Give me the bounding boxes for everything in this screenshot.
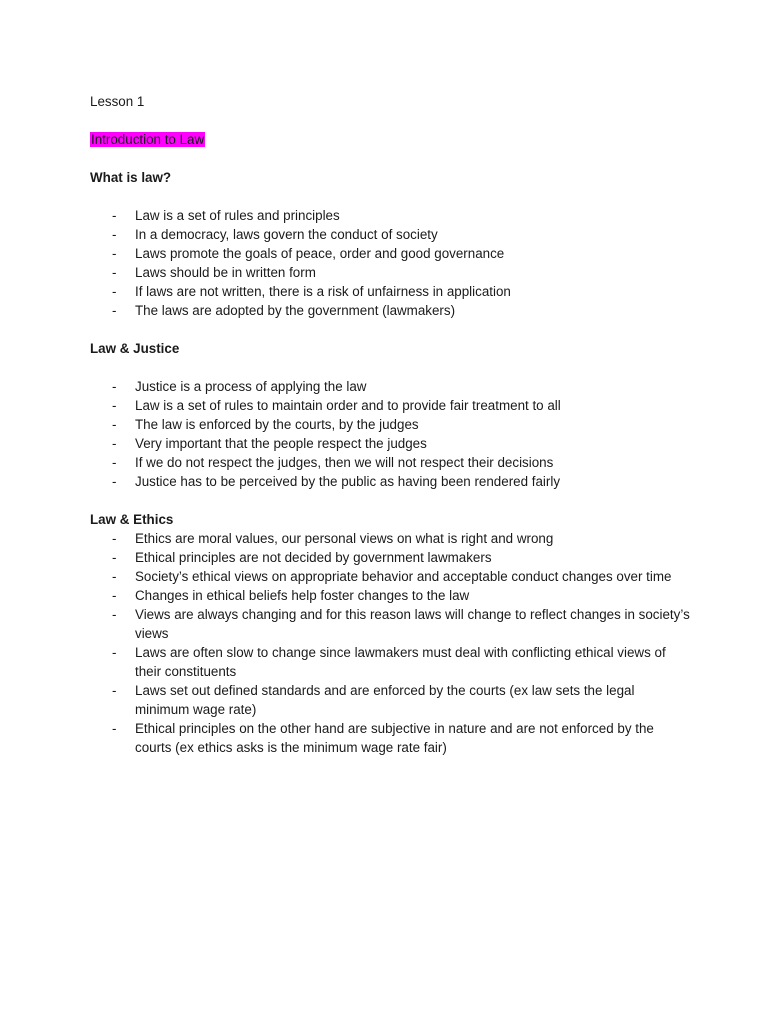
list-item	[90, 681, 690, 719]
spacer	[90, 187, 690, 206]
bullet-list-law-and-justice	[90, 377, 690, 491]
list-item	[90, 719, 690, 757]
spacer	[90, 111, 690, 130]
list-item-text: Ethical principles are not decided by government lawmakers	[135, 550, 492, 565]
bullet-list-law-and-ethics	[90, 529, 690, 757]
list-item-text: Society’s ethical views on appropriate behavior and acceptable conduct changes over time	[135, 569, 672, 584]
list-item-text: Justice is a process of applying the law	[135, 379, 367, 394]
bullet-dash: -	[112, 531, 117, 546]
bullet-list-what-is-law	[90, 206, 690, 320]
bullet-dash: -	[112, 417, 117, 432]
bullet-dash: -	[112, 607, 117, 622]
bullet-dash: -	[112, 436, 117, 451]
list-item	[90, 434, 690, 453]
list-item	[90, 548, 690, 567]
list-item-text: If we do not respect the judges, then we will not respect their decisions	[135, 455, 554, 470]
section-heading-law-and-ethics: Law & Ethics	[90, 512, 174, 527]
bullet-dash: -	[112, 588, 117, 603]
document-title	[90, 130, 690, 149]
list-item-text: Laws should be in written form	[135, 265, 316, 280]
list-item	[90, 396, 690, 415]
bullet-dash: -	[112, 474, 117, 489]
list-item-text: If laws are not written, there is a risk of unfairness in application	[135, 284, 511, 299]
list-item	[90, 244, 690, 263]
bullet-dash: -	[112, 379, 117, 394]
list-item-text: Laws set out defined standards and are enforced by the courts (ex law sets the legal minimum wage rate)	[135, 683, 635, 717]
bullet-dash: -	[112, 284, 117, 299]
list-item-text: Justice has to be perceived by the public as having been rendered fairly	[135, 474, 561, 489]
lesson-label: Lesson 1	[90, 94, 145, 109]
highlighted-title: Introduction to Law	[91, 132, 205, 147]
bullet-dash: -	[112, 455, 117, 470]
bullet-dash: -	[112, 645, 117, 660]
list-item	[90, 415, 690, 434]
list-item-text: Views are always changing and for this reason laws will change to reflect changes in society’s views	[135, 607, 690, 641]
document-body	[90, 92, 690, 757]
spacer	[90, 491, 690, 510]
spacer	[90, 149, 690, 168]
list-item-text: Changes in ethical beliefs help foster changes to the law	[135, 588, 470, 603]
list-item-text: Laws are often slow to change since lawmakers must deal with conflicting ethical views of their constituents	[135, 645, 666, 679]
list-item	[90, 301, 690, 320]
list-item-text: In a democracy, laws govern the conduct of society	[135, 227, 438, 242]
bullet-dash: -	[112, 721, 117, 736]
list-item-text: Laws promote the goals of peace, order and good governance	[135, 246, 505, 261]
list-item-text: The laws are adopted by the government (lawmakers)	[135, 303, 456, 318]
list-item-text: Very important that the people respect the judges	[135, 436, 427, 451]
bullet-dash: -	[112, 227, 117, 242]
list-item	[90, 643, 690, 681]
list-item	[90, 282, 690, 301]
list-item	[90, 263, 690, 282]
list-item-text: Ethics are moral values, our personal views on what is right and wrong	[135, 531, 554, 546]
bullet-dash: -	[112, 683, 117, 698]
list-item	[90, 206, 690, 225]
list-item	[90, 605, 690, 643]
spacer	[90, 320, 690, 339]
list-item	[90, 586, 690, 605]
list-item	[90, 225, 690, 244]
list-item	[90, 472, 690, 491]
bullet-dash: -	[112, 208, 117, 223]
list-item-text: Ethical principles on the other hand are subjective in nature and are not enforced by the courts (ex ethics asks is the minimum wage rate fair)	[135, 721, 654, 755]
bullet-dash: -	[112, 569, 117, 584]
bullet-dash: -	[112, 246, 117, 261]
section-heading-what-is-law: What is law?	[90, 170, 172, 185]
list-item-text: The law is enforced by the courts, by the judges	[135, 417, 419, 432]
bullet-dash: -	[112, 303, 117, 318]
list-item	[90, 567, 690, 586]
list-item	[90, 453, 690, 472]
list-item	[90, 377, 690, 396]
list-item-text: Law is a set of rules and principles	[135, 208, 340, 223]
list-item-text: Law is a set of rules to maintain order and to provide fair treatment to all	[135, 398, 561, 413]
bullet-dash: -	[112, 550, 117, 565]
spacer	[90, 358, 690, 377]
bullet-dash: -	[112, 398, 117, 413]
section-heading-law-and-justice: Law & Justice	[90, 341, 180, 356]
bullet-dash: -	[112, 265, 117, 280]
list-item	[90, 529, 690, 548]
